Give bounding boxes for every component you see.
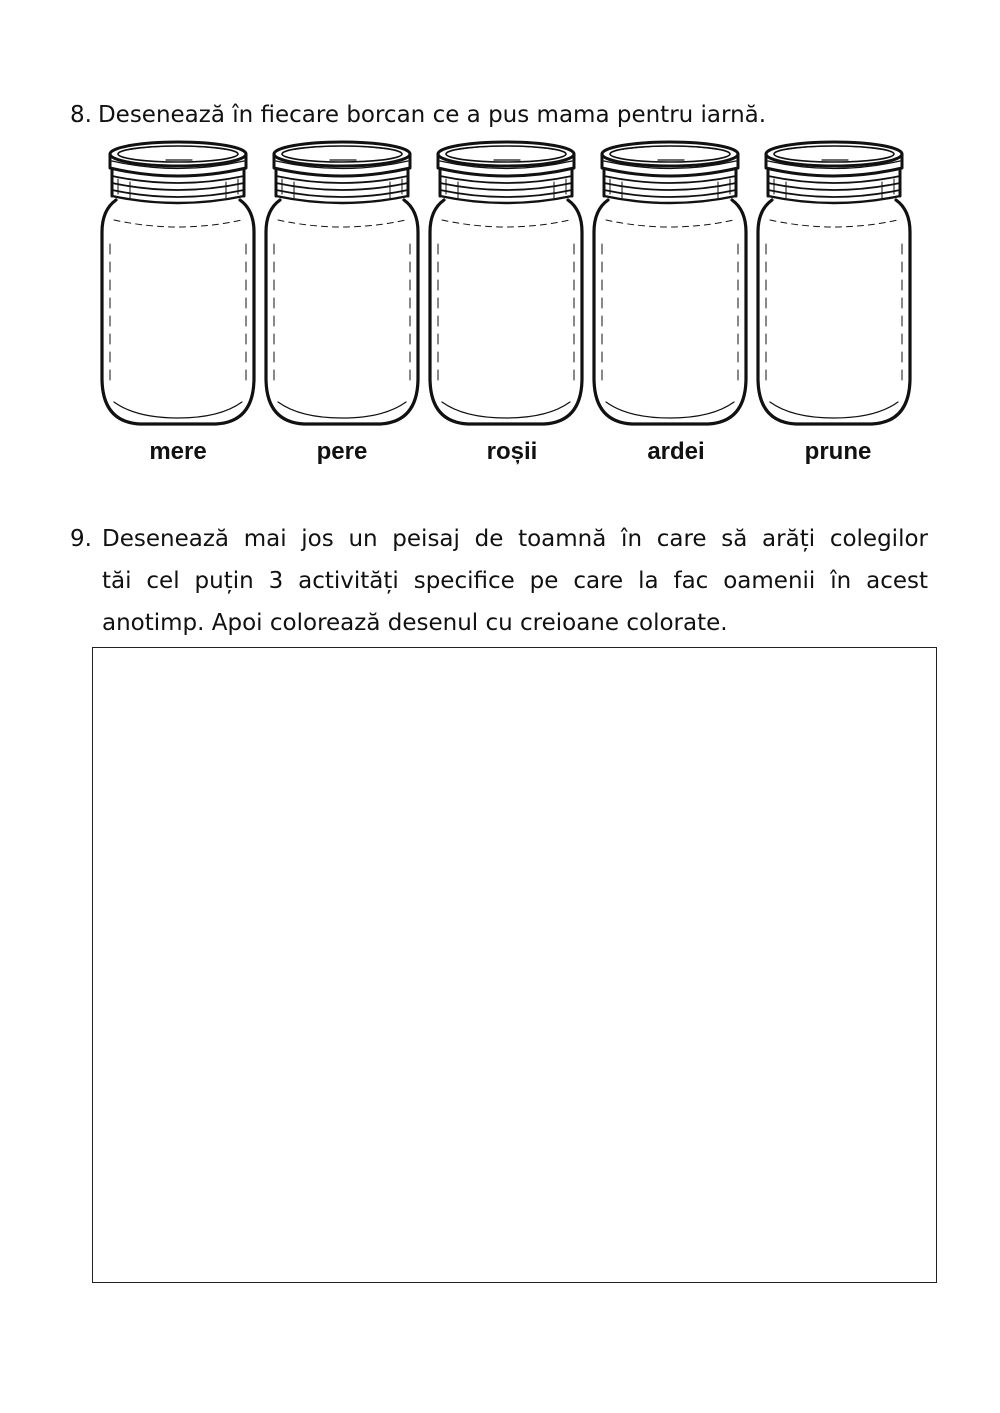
jars-row [96, 134, 916, 434]
mason-jar-icon [96, 134, 260, 434]
question-8-number: 8. [70, 102, 92, 128]
question-9-number: 9. [70, 526, 92, 552]
jar-label-prune: prune [804, 438, 872, 465]
jar-label-ardei: ardei [647, 438, 705, 465]
question-9-line-1: Desenează mai jos un peisaj de toamnă în care să arăți colegilor [102, 526, 928, 552]
mason-jar-icon [424, 134, 588, 434]
jar-label-mere: mere [149, 438, 207, 465]
mason-jar-icon [260, 134, 424, 434]
question-8 [70, 94, 970, 136]
mason-jar-icon [588, 134, 752, 434]
jar-label-rosii: roșii [486, 438, 538, 465]
mason-jar-icon [752, 134, 916, 434]
question-8-text: Desenează în fiecare borcan ce a pus mama pentru iarnă. [97, 102, 767, 128]
question-9 [70, 518, 928, 644]
jar-label-pere: pere [316, 438, 368, 465]
jar-5[interactable] [752, 134, 916, 434]
question-9-line-3: anotimp. Apoi colorează desenul cu creioane colorate. [102, 610, 728, 636]
jar-3[interactable] [424, 134, 588, 434]
jar-4[interactable] [588, 134, 752, 434]
question-9-line-2: tăi cel puțin 3 activități specifice pe care la fac oamenii în acest [102, 568, 928, 594]
drawing-area[interactable] [92, 647, 937, 1283]
jar-2[interactable] [260, 134, 424, 434]
jar-1[interactable] [96, 134, 260, 434]
